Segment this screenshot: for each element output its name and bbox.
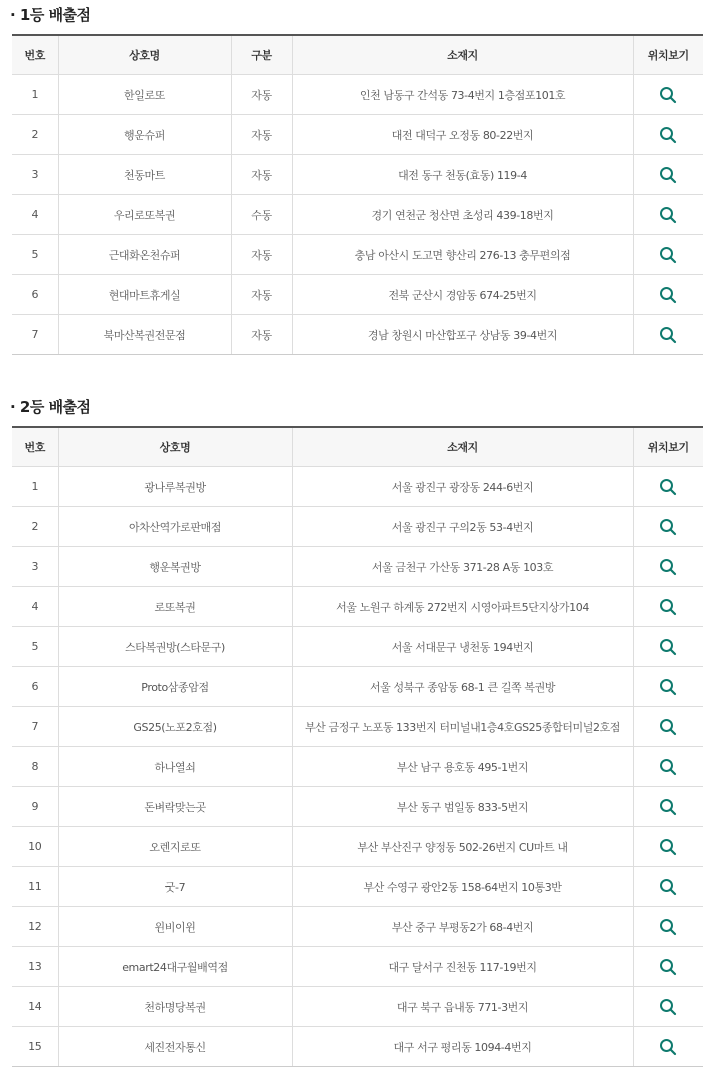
first-prize-title: · 1등 배출점 bbox=[10, 6, 91, 24]
row-no: 14 bbox=[12, 987, 58, 1027]
search-icon[interactable] bbox=[659, 678, 677, 696]
header-address: 소재지 bbox=[292, 427, 633, 467]
row-no: 2 bbox=[12, 507, 58, 547]
row-no: 7 bbox=[12, 315, 58, 355]
row-no: 1 bbox=[12, 467, 58, 507]
store-address: 부산 동구 범일동 833-5번지 bbox=[292, 787, 633, 827]
row-no: 9 bbox=[12, 787, 58, 827]
location-cell bbox=[633, 75, 703, 115]
store-address: 대구 달서구 진천동 117-19번지 bbox=[292, 947, 633, 987]
header-type: 구분 bbox=[231, 35, 292, 75]
search-icon[interactable] bbox=[659, 918, 677, 936]
store-address: 충남 아산시 도고면 향산리 276-13 충무편의점 bbox=[292, 235, 633, 275]
location-cell bbox=[633, 315, 703, 355]
row-no: 1 bbox=[12, 75, 58, 115]
search-icon[interactable] bbox=[659, 1038, 677, 1056]
store-name: 한일로또 bbox=[58, 75, 231, 115]
table-row bbox=[12, 115, 703, 155]
first-prize-table bbox=[12, 34, 703, 355]
table-row bbox=[12, 75, 703, 115]
row-no: 13 bbox=[12, 947, 58, 987]
location-cell bbox=[633, 587, 703, 627]
table-row bbox=[12, 155, 703, 195]
location-cell bbox=[633, 507, 703, 547]
table-row bbox=[12, 235, 703, 275]
row-no: 12 bbox=[12, 907, 58, 947]
store-name: 현대마트휴게실 bbox=[58, 275, 231, 315]
row-no: 3 bbox=[12, 547, 58, 587]
store-address: 대구 서구 평리동 1094-4번지 bbox=[292, 1027, 633, 1067]
table-row bbox=[12, 275, 703, 315]
location-cell bbox=[633, 547, 703, 587]
search-icon[interactable] bbox=[659, 638, 677, 656]
table-row bbox=[12, 827, 703, 867]
second-prize-title: · 2등 배출점 bbox=[10, 398, 91, 416]
store-name: 행운복권방 bbox=[58, 547, 292, 587]
table-row bbox=[12, 787, 703, 827]
row-no: 15 bbox=[12, 1027, 58, 1067]
location-cell bbox=[633, 827, 703, 867]
row-no: 7 bbox=[12, 707, 58, 747]
row-no: 4 bbox=[12, 587, 58, 627]
search-icon[interactable] bbox=[659, 718, 677, 736]
search-icon[interactable] bbox=[659, 166, 677, 184]
table-row bbox=[12, 467, 703, 507]
store-name: 돈벼락맞는곳 bbox=[58, 787, 292, 827]
search-icon[interactable] bbox=[659, 798, 677, 816]
store-name: 오렌지로또 bbox=[58, 827, 292, 867]
location-cell bbox=[633, 947, 703, 987]
store-address: 서울 광진구 광장동 244-6번지 bbox=[292, 467, 633, 507]
store-address: 부산 금정구 노포동 133번지 터미널내1층4호GS25종합터미널2호점 bbox=[292, 707, 633, 747]
store-name: 아차산역가로판매점 bbox=[58, 507, 292, 547]
header-address: 소재지 bbox=[292, 35, 633, 75]
table-row bbox=[12, 627, 703, 667]
store-address: 서울 서대문구 냉천동 194번지 bbox=[292, 627, 633, 667]
store-name: 우리로또복권 bbox=[58, 195, 231, 235]
store-address: 서울 성북구 종암동 68-1 큰 길쪽 복권방 bbox=[292, 667, 633, 707]
location-cell bbox=[633, 867, 703, 907]
location-cell bbox=[633, 907, 703, 947]
header-name: 상호명 bbox=[58, 35, 231, 75]
store-name: 하나열쇠 bbox=[58, 747, 292, 787]
search-icon[interactable] bbox=[659, 326, 677, 344]
table-row bbox=[12, 587, 703, 627]
search-icon[interactable] bbox=[659, 518, 677, 536]
selection-type: 자동 bbox=[231, 115, 292, 155]
store-address: 서울 광진구 구의2동 53-4번지 bbox=[292, 507, 633, 547]
store-name: 근대화온천슈퍼 bbox=[58, 235, 231, 275]
location-cell bbox=[633, 275, 703, 315]
location-cell bbox=[633, 115, 703, 155]
search-icon[interactable] bbox=[659, 246, 677, 264]
search-icon[interactable] bbox=[659, 558, 677, 576]
table-row bbox=[12, 707, 703, 747]
search-icon[interactable] bbox=[659, 758, 677, 776]
selection-type: 수동 bbox=[231, 195, 292, 235]
location-cell bbox=[633, 235, 703, 275]
row-no: 11 bbox=[12, 867, 58, 907]
store-address: 서울 금천구 가산동 371-28 A동 103호 bbox=[292, 547, 633, 587]
location-cell bbox=[633, 1027, 703, 1067]
search-icon[interactable] bbox=[659, 86, 677, 104]
search-icon[interactable] bbox=[659, 206, 677, 224]
selection-type: 자동 bbox=[231, 315, 292, 355]
store-name: 스타복권방(스타문구) bbox=[58, 627, 292, 667]
store-name: 북마산복권전문점 bbox=[58, 315, 231, 355]
store-name: GS25(노포2호점) bbox=[58, 707, 292, 747]
store-address: 부산 중구 부평동2가 68-4번지 bbox=[292, 907, 633, 947]
header-no: 번호 bbox=[12, 427, 58, 467]
store-name: 천하명당복권 bbox=[58, 987, 292, 1027]
location-cell bbox=[633, 195, 703, 235]
location-cell bbox=[633, 987, 703, 1027]
selection-type: 자동 bbox=[231, 235, 292, 275]
table-row bbox=[12, 507, 703, 547]
store-name: 광나루복권방 bbox=[58, 467, 292, 507]
table-row bbox=[12, 907, 703, 947]
store-address: 대전 대덕구 오정동 80-22번지 bbox=[292, 115, 633, 155]
table-row bbox=[12, 195, 703, 235]
location-cell bbox=[633, 667, 703, 707]
location-cell bbox=[633, 467, 703, 507]
row-no: 5 bbox=[12, 235, 58, 275]
row-no: 6 bbox=[12, 667, 58, 707]
selection-type: 자동 bbox=[231, 75, 292, 115]
store-address: 대전 동구 천동(효동) 119-4 bbox=[292, 155, 633, 195]
store-name: Proto삼종암점 bbox=[58, 667, 292, 707]
header-no: 번호 bbox=[12, 35, 58, 75]
store-address: 서울 노원구 하계동 272번지 시영아파트5단지상가104 bbox=[292, 587, 633, 627]
row-no: 6 bbox=[12, 275, 58, 315]
store-address: 경기 연천군 청산면 초성리 439-18번지 bbox=[292, 195, 633, 235]
table-row bbox=[12, 747, 703, 787]
search-icon[interactable] bbox=[659, 838, 677, 856]
search-icon[interactable] bbox=[659, 126, 677, 144]
second-prize-table bbox=[12, 426, 703, 1067]
search-icon[interactable] bbox=[659, 878, 677, 896]
header-name: 상호명 bbox=[58, 427, 292, 467]
table-row bbox=[12, 667, 703, 707]
search-icon[interactable] bbox=[659, 478, 677, 496]
location-cell bbox=[633, 627, 703, 667]
row-no: 2 bbox=[12, 115, 58, 155]
header-location: 위치보기 bbox=[633, 427, 703, 467]
store-address: 전북 군산시 경암동 674-25번지 bbox=[292, 275, 633, 315]
table-row bbox=[12, 947, 703, 987]
row-no: 5 bbox=[12, 627, 58, 667]
table-row bbox=[12, 1027, 703, 1067]
selection-type: 자동 bbox=[231, 275, 292, 315]
store-address: 대구 북구 읍내동 771-3번지 bbox=[292, 987, 633, 1027]
row-no: 3 bbox=[12, 155, 58, 195]
store-name: 천동마트 bbox=[58, 155, 231, 195]
row-no: 10 bbox=[12, 827, 58, 867]
store-address: 부산 남구 용호동 495-1번지 bbox=[292, 747, 633, 787]
row-no: 4 bbox=[12, 195, 58, 235]
location-cell bbox=[633, 747, 703, 787]
search-icon[interactable] bbox=[659, 598, 677, 616]
store-name: 윈비이윈 bbox=[58, 907, 292, 947]
location-cell bbox=[633, 155, 703, 195]
table-row bbox=[12, 867, 703, 907]
store-address: 인천 남동구 간석동 73-4번지 1층점포101호 bbox=[292, 75, 633, 115]
table-row bbox=[12, 547, 703, 587]
selection-type: 자동 bbox=[231, 155, 292, 195]
row-no: 8 bbox=[12, 747, 58, 787]
table-row bbox=[12, 315, 703, 355]
store-name: 행운슈퍼 bbox=[58, 115, 231, 155]
store-name: emart24대구월배역점 bbox=[58, 947, 292, 987]
search-icon[interactable] bbox=[659, 998, 677, 1016]
header-location: 위치보기 bbox=[633, 35, 703, 75]
store-name: 굿-7 bbox=[58, 867, 292, 907]
search-icon[interactable] bbox=[659, 286, 677, 304]
store-address: 부산 수영구 광안2동 158-64번지 10통3반 bbox=[292, 867, 633, 907]
store-address: 부산 부산진구 양정동 502-26번지 CU마트 내 bbox=[292, 827, 633, 867]
location-cell bbox=[633, 707, 703, 747]
table-row bbox=[12, 987, 703, 1027]
table-header-row bbox=[12, 35, 703, 75]
search-icon[interactable] bbox=[659, 958, 677, 976]
table-header-row bbox=[12, 427, 703, 467]
store-name: 로또복권 bbox=[58, 587, 292, 627]
location-cell bbox=[633, 787, 703, 827]
store-name: 세진전자통신 bbox=[58, 1027, 292, 1067]
store-address: 경남 창원시 마산합포구 상남동 39-4번지 bbox=[292, 315, 633, 355]
